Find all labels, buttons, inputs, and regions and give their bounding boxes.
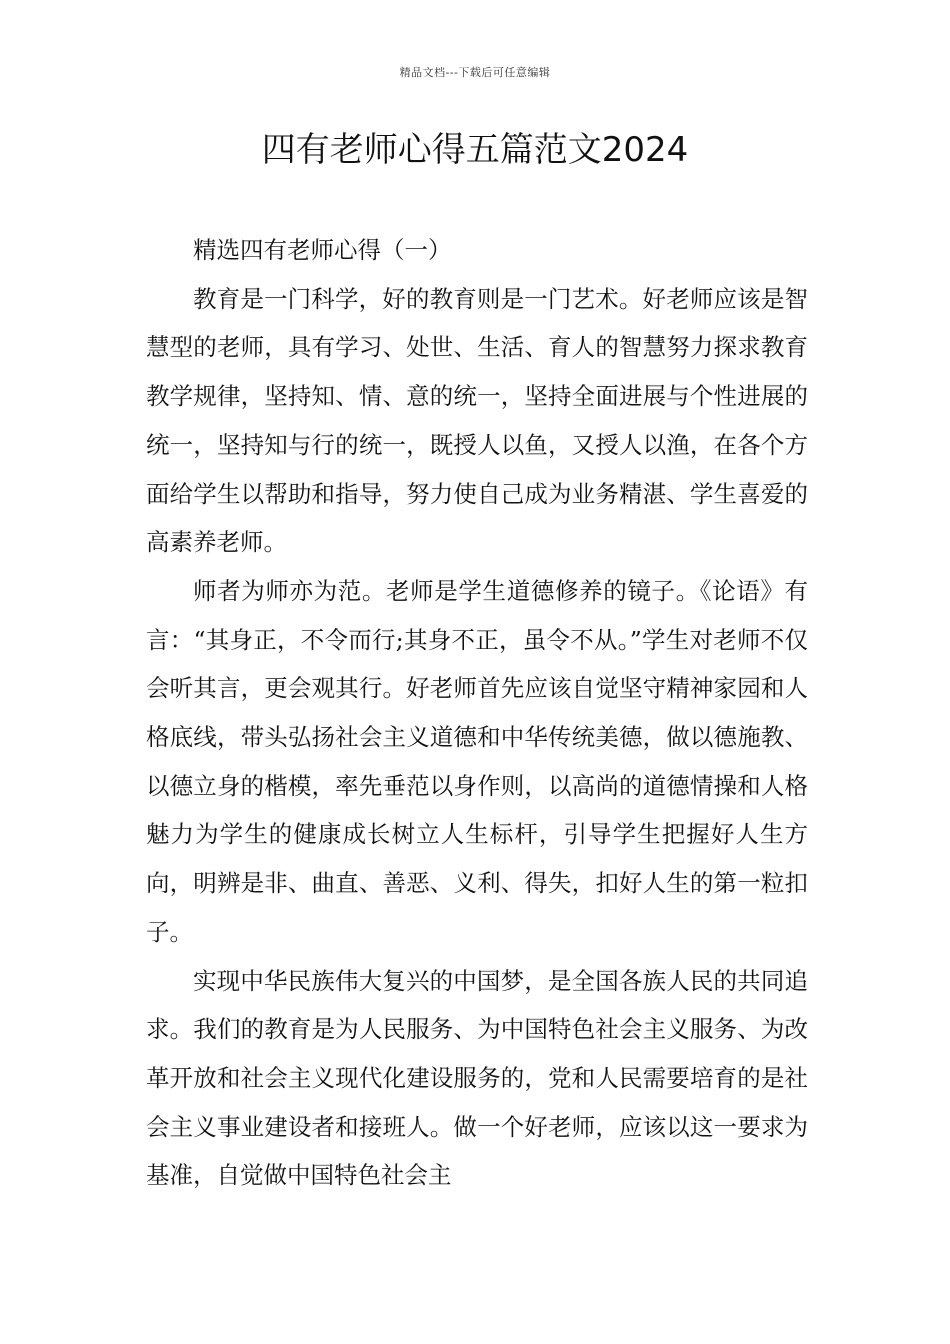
paragraph-1: 教育是一门科学，好的教育则是一门艺术。好老师应该是智慧型的老师，具有学习、处世、生活、育人的智慧努力探求教育教学规律，坚持知、情、意的统一，坚持全面进展与个性进展的统一，坚持知与行的统一，既授人以鱼，又授人以渔，在各个方面给学生以帮助和指导，努力使自己成为业务精湛、学生喜爱的高素养老师。: [146, 284, 808, 557]
header-note: 精品文档---下载后可任意编辑: [399, 66, 551, 79]
section-heading: 精选四有老师心得（一）: [193, 236, 452, 264]
document-title: 四有老师心得五篇范文2024: [261, 130, 689, 170]
document-body: [146, 226, 808, 1200]
paragraph-3: 实现中华民族伟大复兴的中国梦，是全国各族人民的共同追求。我们的教育是为人民服务、为中国特色社会主义服务、为改革开放和社会主义现代化建设服务的，党和人民需要培育的是社会主义事业建设者和接班人。做一个好老师，应该以这一要求为基准，自觉做中国特色社会主: [146, 966, 808, 1190]
paragraph-2: 师者为师亦为范。老师是学生道德修养的镜子。《论语》有言：“其身正，不令而行;其身不正，虽令不从。”学生对老师不仅会听其言，更会观其行。好老师首先应该自觉坚守精神家园和人格底线，带头弘扬社会主义道德和中华传统美德，做以德施教、以德立身的楷模，率先垂范以身作则，以高尚的道德情操和人格魅力为学生的健康成长树立人生标杆，引导学生把握好人生方向，明辨是非、曲直、善恶、义利、得失，扣好人生的第一粒扣子。: [146, 576, 808, 946]
